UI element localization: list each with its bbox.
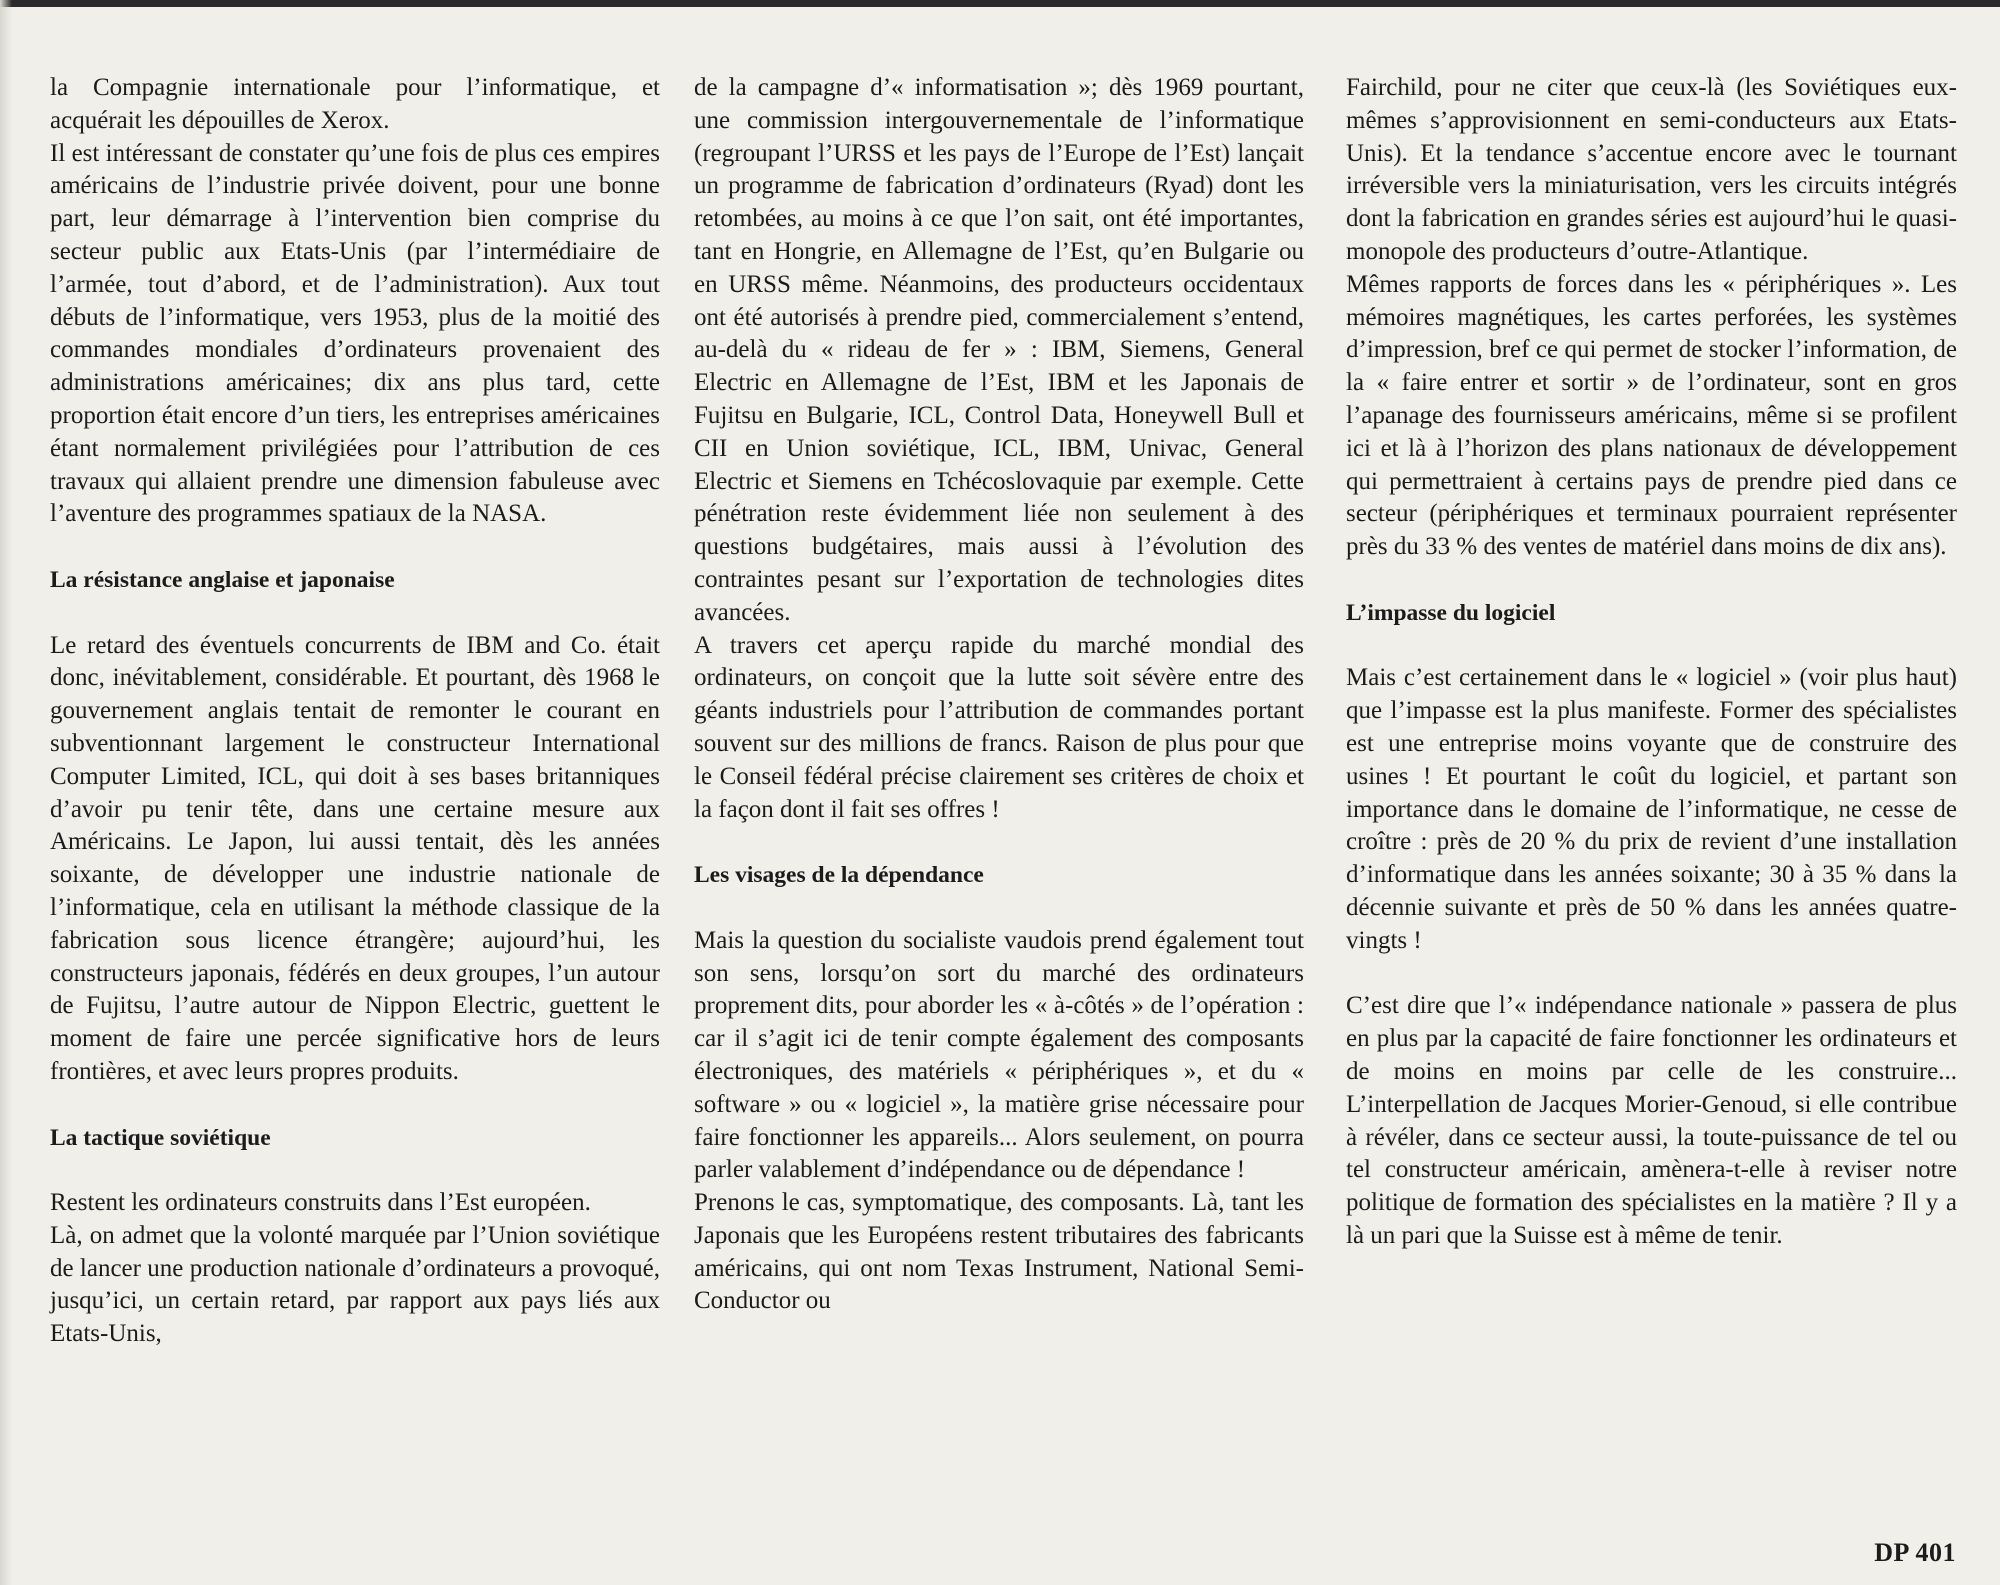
page-folio: DP 401 <box>1874 1538 1956 1567</box>
paragraph: Fairchild, pour ne citer que ceux-là (les Soviétiques eux-mêmes s’approvisionnent en semi-conducteurs aux Etats-Unis). Et la tendance s’accentue encore avec le tournant irréversible vers la miniaturisation, vers les circuits intégrés dont la fabrication en grandes séries est aujourd’hui le quasi-monopole des producteurs d’outre-Atlantique. <box>1346 74 1957 265</box>
paragraph: la Compagnie internationale pour l’informatique, et acquérait les dépouilles de Xerox. <box>50 74 660 134</box>
column-1 <box>50 72 660 1351</box>
section-heading: L’impasse du logiciel <box>1346 599 1556 626</box>
column-2 <box>694 72 1304 1318</box>
paragraph: Prenons le cas, symptomatique, des composants. Là, tant les Japonais que les Européens restent tributaires des fabricants américains, qui ont nom Texas Instrument, National Semi-Conductor ou <box>694 1189 1304 1315</box>
paragraph: Mais c’est certainement dans le « logiciel » (voir plus haut) que l’impasse est la plus manifeste. Former des spécialistes est une entreprise moins voyante que de construire des usines ! Et pourtant le coût du logiciel, et partant son importance dans le domaine de l’informatique, ne cesse de croître : près de 20 % du prix de revient d’une installation d’informatique dans les années soixante; 30 à 35 % dans la décennie suivante et près de 50 % dans les années quatre-vingts ! <box>1346 664 1957 954</box>
top-rule <box>0 0 2000 7</box>
paragraph: Le retard des éventuels concurrents de IBM and Co. était donc, inévitablement, considérable. Et pourtant, dès 1968 le gouvernement anglais tentait de remonter le courant en subventionnant largement le constructeur International Computer Limited, ICL, qui doit à ses bases britanniques d’avoir pu tenir tête, dans une certaine mesure aux Américains. Le Japon, lui aussi tentait, dès les années soixante, de développer une industrie nationale de l’informatique, cela en utilisant la méthode classique de la fabrication sous licence étrangère; aujourd’hui, les constructeurs japonais, fédérés en deux groupes, l’un autour de Fujitsu, l’autre autour de Nippon Electric, guettent le moment de faire une percée significative hors de leurs frontières, et avec leurs propres produits. <box>50 631 660 1085</box>
paragraph: C’est dire que l’« indépendance nationale » passera de plus en plus par la capacité de faire fonctionner les ordinateurs et de moins en moins par celle de les construire... L’interpellation de Jacques Morier-Genoud, si elle contribue à révéler, dans ce secteur aussi, la toute-puissance de tel ou tel constructeur américain, amènera-t-elle à reviser notre politique de formation des spécialistes en la matière ? Il y a là un pari que la Suisse est à même de tenir. <box>1346 992 1957 1249</box>
column-3 <box>1346 72 1957 1253</box>
section-heading: La tactique soviétique <box>50 1124 271 1151</box>
page-gutter-shadow <box>0 0 12 1585</box>
paragraph: Là, on admet que la volonté marquée par l’Union soviétique de lancer une production nationale d’ordinateurs a provoqué, jusqu’ici, un certain retard, par rapport aux pays liés aux Etats-Unis, <box>50 1221 660 1348</box>
paragraph: Il est intéressant de constater qu’une fois de plus ces empires américains de l’industrie privée doivent, pour une bonne part, leur démarrage à l’intervention bien comprise du secteur public aux Etats-Unis (par l’intermédiaire de l’armée, tout d’abord, et de l’administration). Aux tout débuts de l’informatique, vers 1953, plus de la moitié des commandes mondiales d’ordinateurs provenaient des administrations américaines; dix ans plus tard, cette proportion était encore d’un tiers, les entreprises américaines étant normalement privilégiées pour l’attribution de ces travaux qui allaient prendre une dimension fabuleuse avec l’aventure des programmes spatiaux de la NASA. <box>50 139 660 528</box>
paragraph: Mêmes rapports de forces dans les « périphériques ». Les mémoires magnétiques, les cartes perforées, les systèmes d’impression, bref ce qui permet de stocker l’information, de la « faire entrer et sortir » de l’ordinateur, sont en gros l’apanage des fournisseurs américains, même si se profilent ici et là à l’horizon des plans nationaux de développement qui permettraient à certains pays de prendre pied dans ce secteur (périphériques et terminaux pourraient représenter près du 33 % des ventes de matériel dans moins de dix ans). <box>1346 270 1957 561</box>
paragraph: de la campagne d’« informatisation »; dès 1969 pourtant, une commission intergouvernementale de l’informatique (regroupant l’URSS et les pays de l’Europe de l’Est) lançait un programme de fabrication d’ordinateurs (Ryad) dont les retombées, au moins à ce que l’on sait, ont été importantes, tant en Hongrie, en Allemagne de l’Est, qu’en Bulgarie ou en URSS même. Néanmoins, des producteurs occidentaux ont été autorisés à prendre pied, commercialement s’entend, au-delà du « rideau de fer » : IBM, Siemens, General Electric en Allemagne de l’Est, IBM et les Japonais de Fujitsu en Bulgarie, ICL, Control Data, Honeywell Bull et CII en Union soviétique, ICL, IBM, Univac, General Electric et Siemens en Tchécoslovaquie par exemple. Cette pénétration reste évidemment liée non seulement à des questions budgétaires, mais aussi à l’évolution des contraintes pesant sur l’exportation de technologies dites avancées. <box>694 74 1304 626</box>
paragraph: A travers cet aperçu rapide du marché mondial des ordinateurs, on conçoit que la lutte soit sévère entre des géants industriels pour l’attribution de commandes portant souvent sur des millions de francs. Raison de plus pour que le Conseil fédéral précise clairement ses critères de choix et la façon dont il fait ses offres ! <box>694 631 1304 823</box>
section-heading: Les visages de la dépendance <box>694 862 984 889</box>
paragraph: Restent les ordinateurs construits dans l’Est européen. <box>50 1189 591 1217</box>
section-heading: La résistance anglaise et japonaise <box>50 566 395 593</box>
paragraph: Mais la question du socialiste vaudois prend également tout son sens, lorsqu’on sort du marché des ordinateurs proprement dits, pour aborder les « à-côtés » de l’opération : car il s’agit ici de tenir compte également des composants électroniques, des matériels « périphériques », et du « software » ou « logiciel », la matière grise nécessaire pour faire fonctionner les appareils... Alors seulement, on pourra parler valablement d’indépendance ou de dépendance ! <box>694 926 1304 1184</box>
